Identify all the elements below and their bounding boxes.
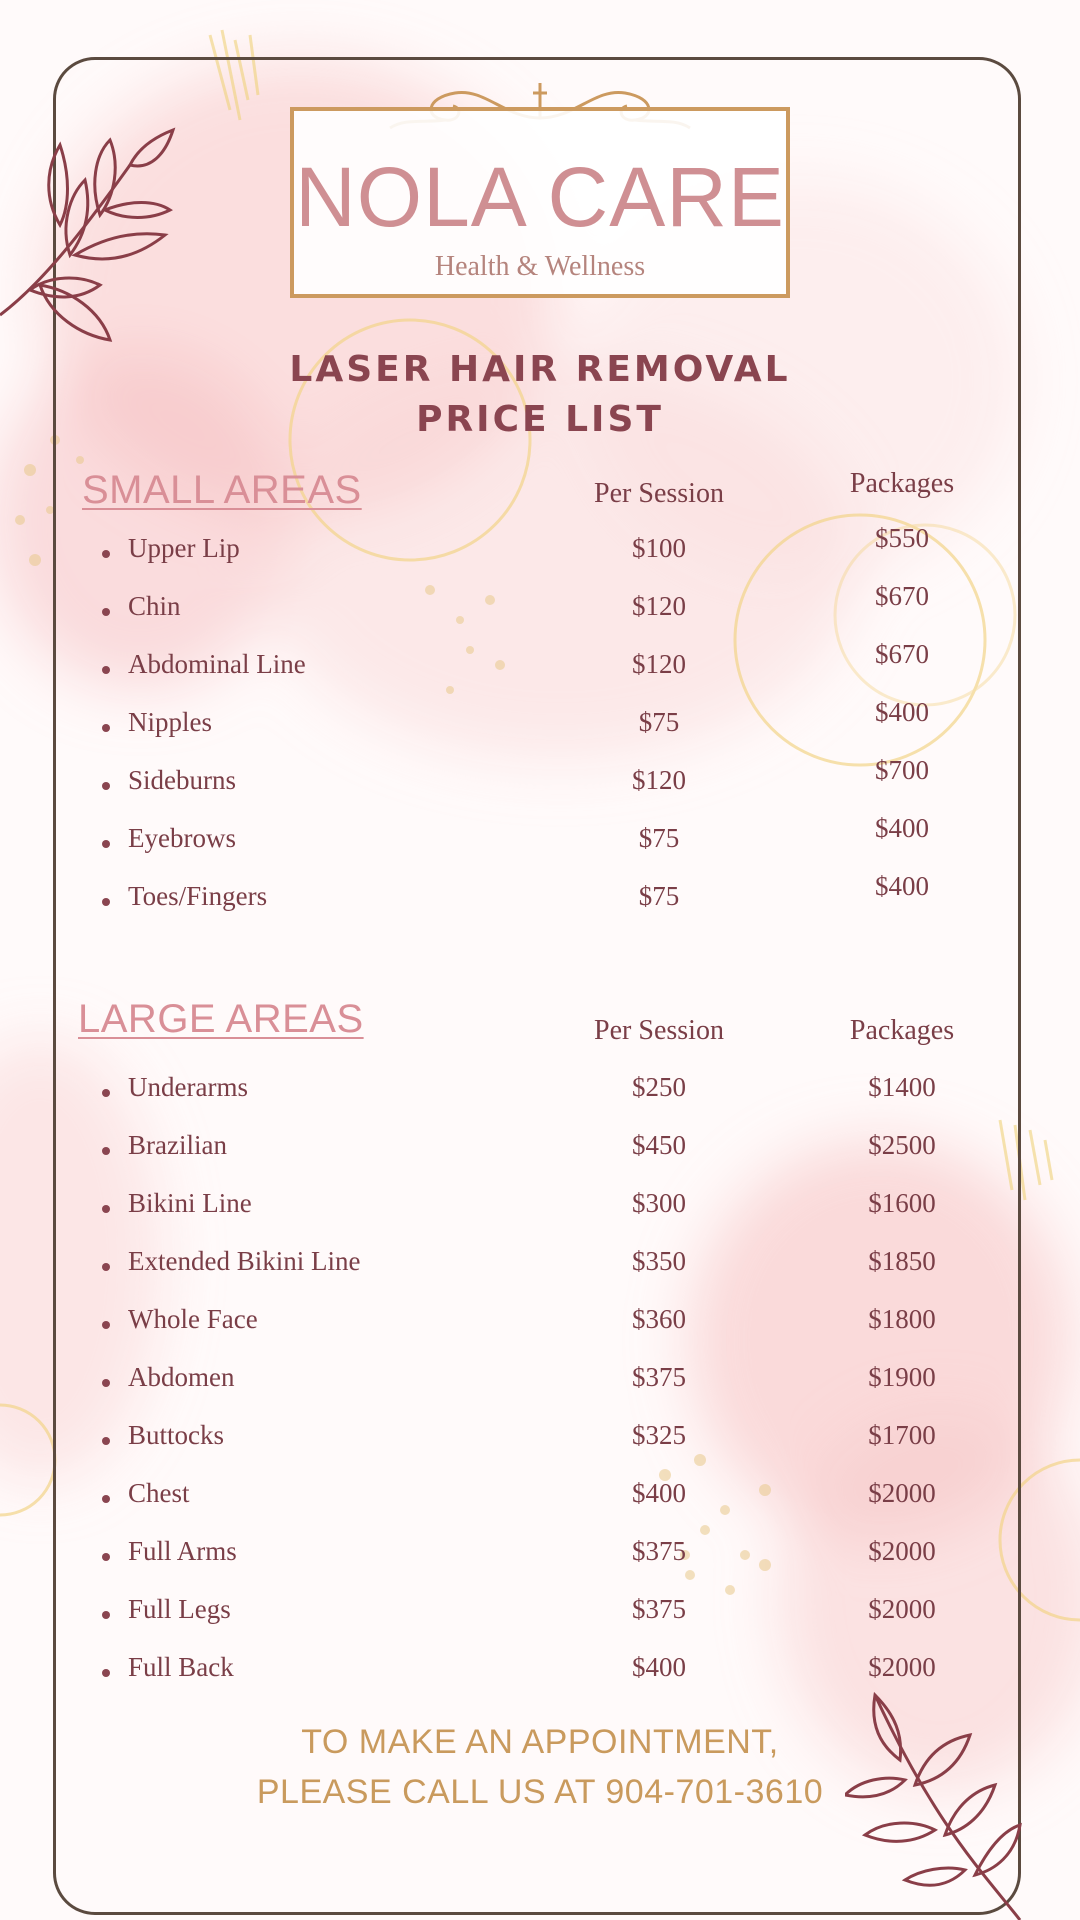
package-price: $670 [875, 581, 929, 611]
list-item [0, 871, 1080, 921]
page-title [0, 345, 1080, 445]
area-name: Abdominal Line [128, 649, 306, 679]
per-session-price: $375 [632, 1362, 686, 1392]
small-packages-header: Packages [849, 468, 955, 499]
package-price: $2000 [868, 1594, 936, 1624]
per-session-price: $375 [632, 1594, 686, 1624]
list-item [0, 1246, 1080, 1286]
bullet-icon [102, 840, 110, 848]
title-line-1: LASER HAIR REMOVAL [289, 349, 791, 390]
per-session-price: $75 [638, 823, 680, 853]
package-price: $400 [875, 871, 929, 901]
area-name: Extended Bikini Line [128, 1246, 361, 1276]
brand-tagline: Health & Wellness [434, 251, 646, 282]
area-name: Abdomen [128, 1362, 235, 1392]
per-session-price: $400 [632, 1478, 686, 1508]
list-item [0, 1420, 1080, 1460]
list-item [0, 1594, 1080, 1634]
bullet-icon [102, 1379, 110, 1387]
package-price: $2500 [868, 1130, 936, 1160]
bullet-icon [102, 782, 110, 790]
appointment-note [0, 1717, 1080, 1817]
per-session-price: $100 [632, 533, 686, 563]
per-session-price: $350 [632, 1246, 686, 1276]
area-name: Nipples [128, 707, 212, 737]
per-session-price: $250 [632, 1072, 686, 1102]
per-session-price: $360 [632, 1304, 686, 1334]
bullet-icon [102, 1263, 110, 1271]
package-price: $1850 [868, 1246, 936, 1276]
area-name: Bikini Line [128, 1188, 252, 1218]
list-item [0, 1072, 1080, 1112]
bullet-icon [102, 1321, 110, 1329]
menu-frame [53, 57, 1021, 1915]
bullet-icon [102, 1205, 110, 1213]
per-session-price: $300 [632, 1188, 686, 1218]
title-line-2: PRICE LIST [416, 399, 664, 440]
package-price: $400 [875, 813, 929, 843]
area-name: Buttocks [128, 1420, 225, 1450]
bullet-icon [102, 666, 110, 674]
list-item [0, 581, 1080, 631]
list-item [0, 1362, 1080, 1402]
area-name: Brazilian [128, 1130, 227, 1160]
area-name: Whole Face [128, 1304, 258, 1334]
bullet-icon [102, 1611, 110, 1619]
area-name: Eyebrows [128, 823, 236, 853]
area-name: Toes/Fingers [128, 881, 268, 911]
footer-line-1: TO MAKE AN APPOINTMENT, [301, 1723, 779, 1761]
package-price: $700 [875, 755, 929, 785]
package-price: $400 [875, 697, 929, 727]
area-name: Sideburns [128, 765, 236, 795]
area-name: Full Back [128, 1652, 234, 1682]
area-name: Chest [128, 1478, 190, 1508]
list-item [0, 523, 1080, 573]
large-packages-header: Packages [849, 1015, 955, 1046]
list-item [0, 639, 1080, 689]
per-session-price: $120 [632, 591, 686, 621]
per-session-price: $375 [632, 1536, 686, 1566]
area-name: Full Arms [128, 1536, 237, 1566]
per-session-price: $120 [632, 765, 686, 795]
list-item [0, 1536, 1080, 1576]
package-price: $2000 [868, 1536, 936, 1566]
list-item [0, 1478, 1080, 1518]
package-price: $1700 [868, 1420, 936, 1450]
per-session-price: $325 [632, 1420, 686, 1450]
list-item [0, 1652, 1080, 1692]
large-per-session-header: Per Session [594, 1015, 724, 1046]
list-item [0, 697, 1080, 747]
bullet-icon [102, 898, 110, 906]
logo [290, 107, 790, 298]
leaf-branch-icon [0, 125, 180, 355]
list-item [0, 1188, 1080, 1228]
brand-name: NOLA CARE [295, 150, 785, 244]
bullet-icon [102, 1669, 110, 1677]
small-per-session-header: Per Session [594, 478, 724, 509]
package-price: $2000 [868, 1652, 936, 1682]
area-name: Upper Lip [128, 533, 240, 563]
per-session-price: $75 [638, 881, 680, 911]
per-session-price: $450 [632, 1130, 686, 1160]
large-areas-heading: LARGE AREAS [78, 997, 364, 1041]
bullet-icon [102, 1437, 110, 1445]
bullet-icon [102, 1495, 110, 1503]
list-item [0, 1130, 1080, 1170]
package-price: $1400 [868, 1072, 936, 1102]
bullet-icon [102, 724, 110, 732]
package-price: $550 [875, 523, 929, 553]
list-item [0, 755, 1080, 805]
area-name: Underarms [128, 1072, 248, 1102]
package-price: $1600 [868, 1188, 936, 1218]
small-areas-heading: SMALL AREAS [82, 468, 362, 512]
package-price: $1800 [868, 1304, 936, 1334]
bullet-icon [102, 1089, 110, 1097]
list-item [0, 813, 1080, 863]
bullet-icon [102, 1553, 110, 1561]
package-price: $670 [875, 639, 929, 669]
footer-line-2: PLEASE CALL US AT 904-701-3610 [256, 1773, 824, 1811]
list-item [0, 1304, 1080, 1344]
bullet-icon [102, 1147, 110, 1155]
package-price: $1900 [868, 1362, 936, 1392]
bullet-icon [102, 608, 110, 616]
per-session-price: $75 [638, 707, 680, 737]
area-name: Full Legs [128, 1594, 231, 1624]
area-name: Chin [128, 591, 181, 621]
bullet-icon [102, 550, 110, 558]
package-price: $2000 [868, 1478, 936, 1508]
per-session-price: $120 [632, 649, 686, 679]
per-session-price: $400 [632, 1652, 686, 1682]
